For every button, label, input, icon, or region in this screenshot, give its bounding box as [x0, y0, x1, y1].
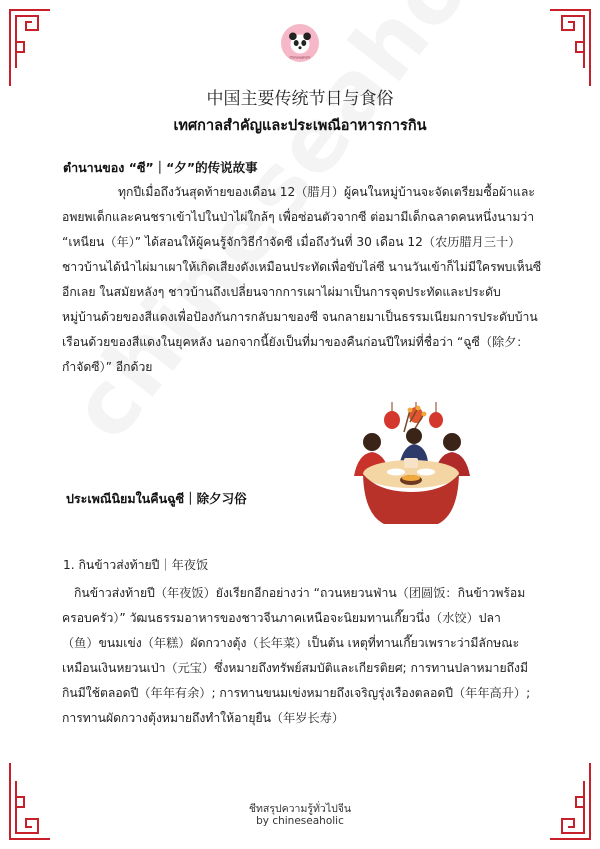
- section-heading-customs: ประเพณีนิยมในคืนฉูซี｜除夕习俗: [66, 491, 247, 506]
- paragraph-line: กำจัดซี）” อีกด้วย: [62, 360, 153, 374]
- customs-paragraph: [62, 581, 552, 731]
- paragraph-line: ชาวบ้านได้นำไผ่มาเผาให้เกิดเสียงดังเหมือนประทัดเพื่อขับไล่ซี นานวันเข้าก็ไม่มีใครพบเห็นซี: [62, 260, 542, 274]
- paragraph-line: อพยพเด็กและคนชราเข้าไปในป่าไผ่ใกล้ๆ เพื่อซ่อนตัวจากซี ต่อมามีเด็กฉลาดคนหนึ่งนามว่า: [62, 210, 535, 224]
- paragraph-line: เรือนด้วยของสีแดงในยุคหลัง นอกจากนี้ยังเป็นที่มาของคืนก่อนปีใหม่ที่ชื่อว่า “ฉูซี（除夕：: [62, 335, 529, 349]
- paragraph-line: กินมีใช้ตลอดปี（年年有余）; การทานขนมเข่งหมายถึงเจริญรุ่งเรืองตลอดปี（年年高升）;: [62, 686, 531, 700]
- footer-title: ชีทสรุปความรู้ทั่วไปจีน: [248, 803, 352, 815]
- paragraph-line: กินข้าวส่งท้ายปี（年夜饭）ยังเรียกอีกอย่างว่า “ถวนหยวนฟ่าน（团圆饭：กินข้าวพร้อม: [74, 586, 526, 600]
- panda-logo-icon: [281, 24, 319, 62]
- list-item-title: 1. กินข้าวส่งท้ายปี｜年夜饭: [63, 558, 209, 572]
- paragraph-line: หมู่บ้านด้วยของสีแดงเพื่อป้องกันการกลับมาของซี จนกลายมาเป็นธรรมเนียมการประดับบ้าน: [62, 310, 538, 324]
- paragraph-line: ทุกปีเมื่อถึงวันสุดท้ายของเดือน 12（腊月）ผู้คนในหมู่บ้านจะจัดเตรียมซื้อผ้าและ: [118, 185, 535, 199]
- family-dinner-illustration-icon: [344, 402, 478, 532]
- paragraph-line: ครอบครัว）” วัฒนธรรมอาหารของชาวจีนภาคเหนือจะนิยมทานเกี๊ยวนึ่ง（水饺）ปลา: [62, 611, 501, 625]
- page-title-chinese: 中国主要传统节日与食俗: [206, 89, 394, 109]
- page-title-thai: เทศกาลสำคัญและประเพณีอาหารการกิน: [173, 118, 427, 134]
- paragraph-line: （鱼）ขนมเข่ง（年糕）ผัดกวางตุ้ง（长年菜）เป็นต้น เหตุที่ทานเกี๊ยวเพราะว่ามีลักษณะ: [62, 636, 520, 650]
- footer-credit: by chineseaholic: [256, 815, 344, 827]
- paragraph-line: การทานผัดกวางตุ้งหมายถึงทำให้อายุยืน（年岁长寿）: [62, 711, 345, 725]
- svg-text:Chineseaholic: Chineseaholic: [289, 55, 311, 60]
- corner-frame-top-left: [8, 8, 52, 88]
- section-heading-legend: ตำนานของ “ซี”｜“夕”的传说故事: [63, 160, 258, 175]
- paragraph-line: เหมือนเงินหยวนเป่า（元宝）ซึ่งหมายถึงทรัพย์สมบัติและเกียรติยศ; การทานปลาหมายถึงมี: [62, 661, 528, 675]
- legend-paragraph: [62, 180, 552, 380]
- paragraph-line: “เหนียน（年）” ได้สอนให้ผู้คนรู้จักวิธีกำจัดซี เมื่อถึงวันที่ 30 เดือน 12（农历腊月三十）: [62, 235, 521, 249]
- paragraph-line: อีกเลย ในสมัยหลังๆ ชาวบ้านถึงเปลี่ยนจากการเผาไผ่มาเป็นการจุดประทัดและประดับ: [62, 285, 501, 299]
- corner-frame-top-right: [548, 8, 592, 88]
